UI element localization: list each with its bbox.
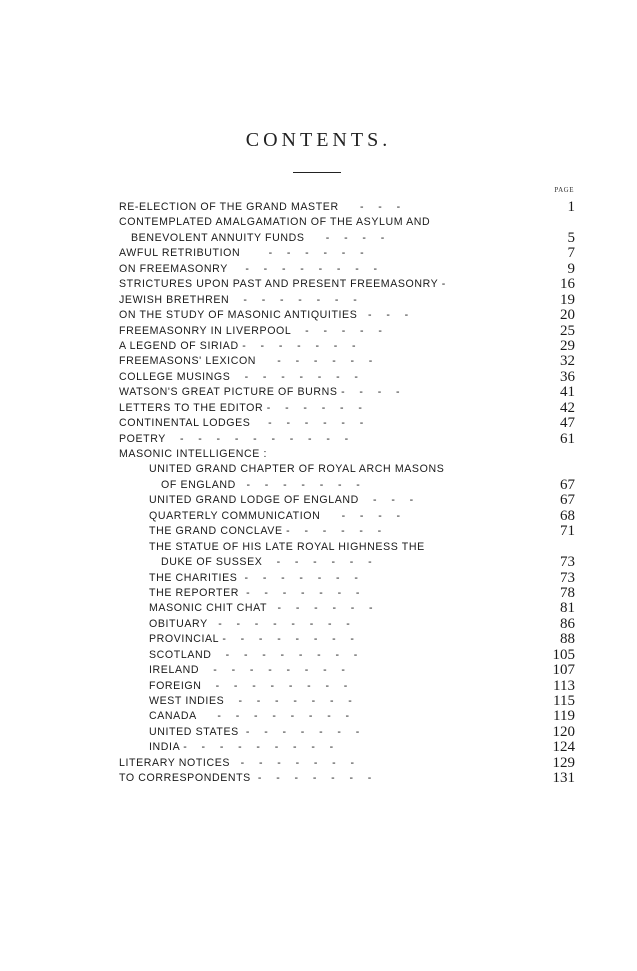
toc-entry-title: UNITED GRAND CHAPTER OF ROYAL ARCH MASONS	[149, 463, 445, 476]
toc-entry-page: 61	[560, 430, 575, 447]
toc-entry-page: 42	[560, 399, 575, 416]
toc-entry-page: 41	[560, 384, 575, 401]
toc-entry	[119, 555, 575, 570]
toc-entry-title: THE STATUE OF HIS LATE ROYAL HIGHNESS THE	[149, 540, 425, 553]
toc-entry	[119, 679, 575, 694]
toc-entry-title: TO CORRESPONDENTS - - - - - - -	[119, 772, 372, 785]
toc-entry	[119, 571, 575, 586]
toc-entry-page: 67	[560, 492, 575, 509]
toc-entry-page: 71	[560, 523, 575, 540]
toc-entry-page: 115	[553, 693, 575, 709]
toc-entry-page: 107	[552, 662, 575, 679]
toc-entry-page: 29	[560, 337, 575, 354]
toc-entry-title: A LEGEND OF SIRIAD - - - - - - -	[119, 339, 357, 352]
toc-entry	[119, 617, 575, 632]
toc-entry-title: FOREIGN - - - - - - - -	[149, 679, 348, 692]
page-column-label: PAGE	[554, 186, 574, 194]
toc-entry-title: JEWISH BRETHREN - - - - - - -	[119, 293, 358, 306]
toc-entry-title: MASONIC CHIT CHAT - - - - - -	[149, 602, 374, 615]
toc-entry	[119, 324, 575, 339]
toc-entry-title: FREEMASONS' LEXICON - - - - - -	[119, 355, 373, 368]
toc-entry-title: STRICTURES UPON PAST AND PRESENT FREEMASONRY -	[119, 278, 446, 291]
toc-entry	[119, 493, 575, 508]
toc-entry	[119, 709, 575, 724]
toc-entry-title: SCOTLAND - - - - - - - -	[149, 648, 358, 661]
toc-entry-title: QUARTERLY COMMUNICATION - - - -	[149, 509, 401, 522]
toc-entry-page: 131	[552, 770, 575, 787]
toc-entry	[119, 246, 575, 261]
toc-entry	[119, 200, 575, 215]
toc-entry-title: OBITUARY - - - - - - - -	[149, 617, 351, 630]
toc-entry	[119, 756, 575, 771]
toc-entry-title: UNITED GRAND LODGE OF ENGLAND - - -	[149, 494, 414, 507]
toc-entry	[119, 293, 575, 308]
toc-entry-title: UNITED STATES - - - - - - -	[149, 725, 360, 738]
toc-entry-page: 105	[552, 646, 575, 663]
toc-entry-page: 68	[560, 507, 575, 524]
toc-entry-page: 16	[560, 276, 575, 293]
toc-entry-title: ON FREEMASONRY - - - - - - - -	[119, 262, 378, 275]
toc-entry	[119, 231, 575, 246]
toc-entry-title: PROVINCIAL - - - - - - - -	[149, 633, 355, 646]
toc-entry-page: 9	[567, 260, 575, 277]
toc-entry-title: FREEMASONRY IN LIVERPOOL - - - - -	[119, 324, 383, 337]
title-rule	[293, 172, 341, 173]
toc-entry-page: 119	[553, 708, 575, 725]
toc-entry	[119, 277, 575, 292]
toc-entry-title: WEST INDIES - - - - - - -	[149, 695, 353, 707]
toc-entry	[119, 509, 575, 524]
toc-entry	[119, 401, 575, 416]
toc-entry-page: 124	[552, 739, 575, 756]
table-of-contents	[119, 200, 575, 787]
toc-entry-title: THE CHARITIES - - - - - - -	[149, 571, 359, 584]
toc-entry-page: 86	[560, 615, 575, 632]
toc-entry-page: 73	[560, 554, 575, 571]
toc-entry	[119, 215, 575, 230]
toc-entry	[119, 462, 575, 477]
toc-entry-page: 7	[567, 245, 575, 262]
toc-entry	[119, 354, 575, 369]
toc-entry	[119, 771, 575, 786]
toc-entry-title: AWFUL RETRIBUTION - - - - - -	[119, 247, 365, 260]
toc-entry	[119, 370, 575, 385]
toc-entry	[119, 648, 575, 663]
toc-entry	[119, 586, 575, 601]
toc-entry	[119, 447, 575, 462]
toc-entry-title: THE GRAND CONCLAVE - - - - - -	[149, 525, 382, 538]
toc-entry-title: IRELAND - - - - - - - -	[149, 664, 346, 677]
toc-entry-title: THE REPORTER - - - - - - -	[149, 586, 361, 599]
toc-entry	[119, 601, 575, 616]
toc-entry-page: 32	[560, 353, 575, 370]
toc-entry-page: 19	[560, 291, 575, 308]
toc-entry-title: CONTEMPLATED AMALGAMATION OF THE ASYLUM AND	[119, 216, 431, 229]
toc-entry-title: MASONIC INTELLIGENCE :	[119, 448, 268, 460]
toc-entry-page: 5	[567, 229, 575, 246]
toc-entry	[119, 385, 575, 400]
page-title: CONTENTS.	[245, 129, 392, 152]
toc-entry	[119, 740, 575, 755]
toc-entry-title: DUKE OF SUSSEX - - - - - -	[161, 556, 373, 569]
toc-entry-title: BENEVOLENT ANNUITY FUNDS - - - -	[131, 231, 385, 244]
toc-entry-page: 25	[560, 322, 575, 339]
toc-entry	[119, 663, 575, 678]
toc-entry-title: LETTERS TO THE EDITOR - - - - - -	[119, 401, 363, 414]
toc-entry	[119, 694, 575, 709]
toc-entry-page: 20	[560, 307, 575, 324]
toc-entry	[119, 478, 575, 493]
toc-entry	[119, 416, 575, 431]
toc-entry-title: POETRY - - - - - - - - - -	[119, 432, 349, 445]
toc-entry-page: 113	[553, 677, 575, 694]
toc-entry-title: COLLEGE MUSINGS - - - - - - -	[119, 370, 359, 383]
toc-entry	[119, 262, 575, 277]
toc-entry-page: 129	[552, 754, 575, 771]
toc-entry-title: LITERARY NOTICES - - - - - - -	[119, 756, 355, 769]
toc-entry-title: OF ENGLAND - - - - - - -	[161, 478, 361, 491]
toc-entry-page: 81	[560, 600, 575, 617]
toc-entry-title: CANADA - - - - - - - -	[149, 710, 350, 723]
toc-entry-page: 67	[560, 476, 575, 493]
toc-entry-title: WATSON'S GREAT PICTURE OF BURNS - - - -	[119, 386, 401, 399]
toc-entry	[119, 308, 575, 323]
toc-entry	[119, 432, 575, 447]
toc-entry-page: 73	[560, 569, 575, 586]
toc-entry-title: CONTINENTAL LODGES - - - - - -	[119, 417, 364, 430]
toc-entry-title: ON THE STUDY OF MASONIC ANTIQUITIES - - -	[119, 309, 409, 322]
toc-entry-page: 78	[560, 584, 575, 601]
toc-entry	[119, 632, 575, 647]
toc-entry-page: 36	[560, 368, 575, 385]
toc-entry-page: 88	[560, 631, 575, 648]
toc-entry-page: 1	[567, 199, 575, 215]
toc-entry-title: RE-ELECTION OF THE GRAND MASTER - - -	[119, 201, 401, 213]
toc-entry	[119, 524, 575, 539]
toc-entry-title: INDIA - - - - - - - - -	[149, 741, 334, 754]
toc-entry-page: 47	[560, 415, 575, 432]
toc-entry-page: 120	[552, 723, 575, 740]
toc-entry	[119, 339, 575, 354]
toc-entry	[119, 540, 575, 555]
toc-entry	[119, 725, 575, 740]
